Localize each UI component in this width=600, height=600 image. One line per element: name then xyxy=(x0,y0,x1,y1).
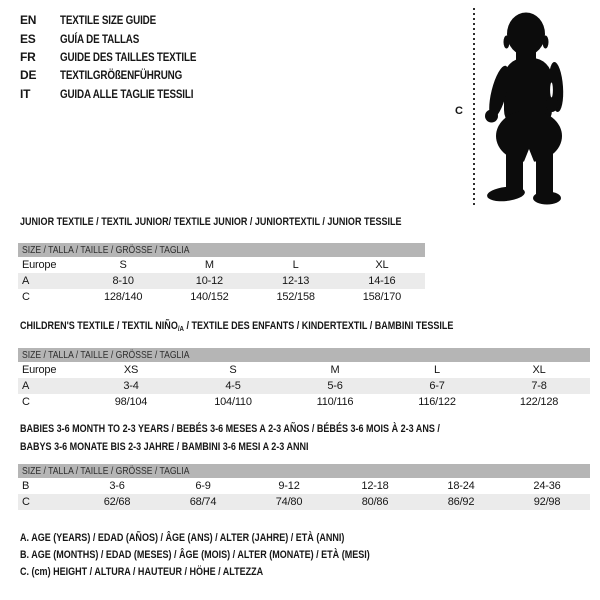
table-cell: 3-6 xyxy=(109,480,125,492)
table-cell: XL xyxy=(375,259,389,271)
size-header-label: SIZE / TALLA / TAILLE / GRÖSSE / TAGLIA xyxy=(22,244,190,256)
height-measure-label: C xyxy=(455,105,463,117)
babies-table-rows xyxy=(18,478,590,510)
language-code: IT xyxy=(20,86,31,101)
size-header-bar xyxy=(18,464,590,478)
table-cell: 158/170 xyxy=(362,291,402,303)
table-cell: L xyxy=(434,364,440,376)
language-row xyxy=(20,29,226,47)
row-label: C xyxy=(22,396,30,408)
babies-section-title xyxy=(20,420,532,456)
row-label: Europe xyxy=(22,259,57,271)
row-label: Europe xyxy=(22,364,57,376)
size-header-label: SIZE / TALLA / TAILLE / GRÖSSE / TAGLIA xyxy=(22,349,190,361)
table-cell: 62/68 xyxy=(103,496,131,508)
junior-table-rows xyxy=(18,257,425,305)
table-row xyxy=(18,289,425,305)
height-measure-dotted-line xyxy=(473,8,475,206)
language-label: TEXTILGRÖßENFÜHRUNG xyxy=(60,68,183,83)
row-label: B xyxy=(22,480,30,492)
language-row xyxy=(20,85,226,103)
table-cell: 6-9 xyxy=(195,480,211,492)
junior-section-title: JUNIOR TEXTILE / TEXTIL JUNIOR/ TEXTILE JUNIOR / JUNIORTEXTIL / JUNIOR TESSILE xyxy=(20,216,402,228)
table-cell: 10-12 xyxy=(195,275,223,287)
table-cell: 86/92 xyxy=(447,496,475,508)
children-title-subscript: /A xyxy=(177,324,184,333)
row-label: A xyxy=(22,275,30,287)
table-cell: 110/116 xyxy=(316,396,354,408)
table-cell: 24-36 xyxy=(533,480,561,492)
language-row xyxy=(20,48,226,66)
note-age-years: A. AGE (YEARS) / EDAD (AÑOS) / ÂGE (ANS) / ALTER (JAHRE) / ETÀ (ANNI) xyxy=(20,532,345,544)
size-header-bar xyxy=(18,243,425,257)
row-label: A xyxy=(22,380,30,392)
table-cell: 9-12 xyxy=(278,480,300,492)
table-cell: 128/140 xyxy=(103,291,143,303)
table-cell: L xyxy=(292,259,299,271)
table-cell: 80/86 xyxy=(361,496,389,508)
table-cell: 98/104 xyxy=(114,396,148,408)
table-cell: 104/110 xyxy=(214,396,252,408)
language-code: FR xyxy=(20,49,36,64)
table-cell: S xyxy=(119,259,127,271)
children-size-table xyxy=(18,348,590,410)
language-code: DE xyxy=(20,68,37,83)
note-height-cm: C. (cm) HEIGHT / ALTURA / HAUTEUR / HÖHE / ALTEZZA xyxy=(20,566,264,578)
table-cell: 152/158 xyxy=(276,291,315,303)
children-table-rows xyxy=(18,362,590,410)
language-list xyxy=(20,11,226,103)
table-cell: M xyxy=(330,364,340,376)
table-cell: 3-4 xyxy=(123,380,139,392)
table-cell: 8-10 xyxy=(112,275,134,287)
table-cell: 92/98 xyxy=(533,496,561,508)
babies-size-table xyxy=(18,464,590,510)
children-section-title xyxy=(20,317,549,338)
table-cell: 116/122 xyxy=(418,396,456,408)
table-cell: 6-7 xyxy=(429,380,445,392)
row-label: C xyxy=(22,291,30,303)
babies-title-line2: BABYS 3-6 MONATE BIS 2-3 JAHRE / BAMBINI 3-6 MESI A 2-3 ANNI xyxy=(20,441,309,453)
table-cell: 12-13 xyxy=(282,275,310,287)
table-cell: S xyxy=(229,364,237,376)
junior-size-table xyxy=(18,243,425,305)
table-cell: 68/74 xyxy=(189,496,217,508)
table-cell: 18-24 xyxy=(447,480,475,492)
size-header-label: SIZE / TALLA / TAILLE / GRÖSSE / TAGLIA xyxy=(22,465,190,477)
table-cell: 12-18 xyxy=(361,480,389,492)
table-cell: XS xyxy=(123,364,139,376)
table-cell: 7-8 xyxy=(531,380,547,392)
size-header-bar xyxy=(18,348,590,362)
table-cell: 74/80 xyxy=(275,496,303,508)
table-row xyxy=(18,362,590,378)
table-cell: M xyxy=(204,259,214,271)
table-row xyxy=(18,478,590,494)
language-code: ES xyxy=(20,31,36,46)
table-cell: 140/152 xyxy=(190,291,229,303)
language-row xyxy=(20,66,226,84)
language-code: EN xyxy=(20,13,37,28)
language-label: GUIDA ALLE TAGLIE TESSILI xyxy=(60,86,194,101)
table-row xyxy=(18,257,425,273)
children-title-pre: CHILDREN'S TEXTILE / TEXTIL NIÑO xyxy=(20,320,178,332)
language-label: GUIDE DES TAILLES TEXTILE xyxy=(60,49,197,64)
row-label: C xyxy=(22,496,30,508)
table-row xyxy=(18,273,425,289)
table-cell: XL xyxy=(532,364,546,376)
table-row xyxy=(18,394,590,410)
children-title-post: / TEXTILE DES ENFANTS / KINDERTEXTIL / BAMBINI TESSILE xyxy=(183,320,454,332)
table-cell: 122/128 xyxy=(519,396,559,408)
language-label: GUÍA DE TALLAS xyxy=(60,31,140,46)
toddler-silhouette xyxy=(479,3,589,205)
table-row xyxy=(18,494,590,510)
table-cell: 14-16 xyxy=(368,275,396,287)
note-age-months: B. AGE (MONTHS) / EDAD (MESES) / ÂGE (MOIS) / ALTER (MONATE) / ETÀ (MESI) xyxy=(20,549,370,561)
legend-notes xyxy=(20,532,447,583)
babies-title-line1: BABIES 3-6 MONTH TO 2-3 YEARS / BEBÉS 3-6 MESES A 2-3 AÑOS / BÉBÉS 3-6 MOIS À 2-3 ANS / xyxy=(20,423,440,435)
table-cell: 4-5 xyxy=(225,380,241,392)
table-cell: 5-6 xyxy=(327,380,343,392)
table-row xyxy=(18,378,590,394)
language-row xyxy=(20,11,226,29)
language-label: TEXTILE SIZE GUIDE xyxy=(60,13,157,28)
